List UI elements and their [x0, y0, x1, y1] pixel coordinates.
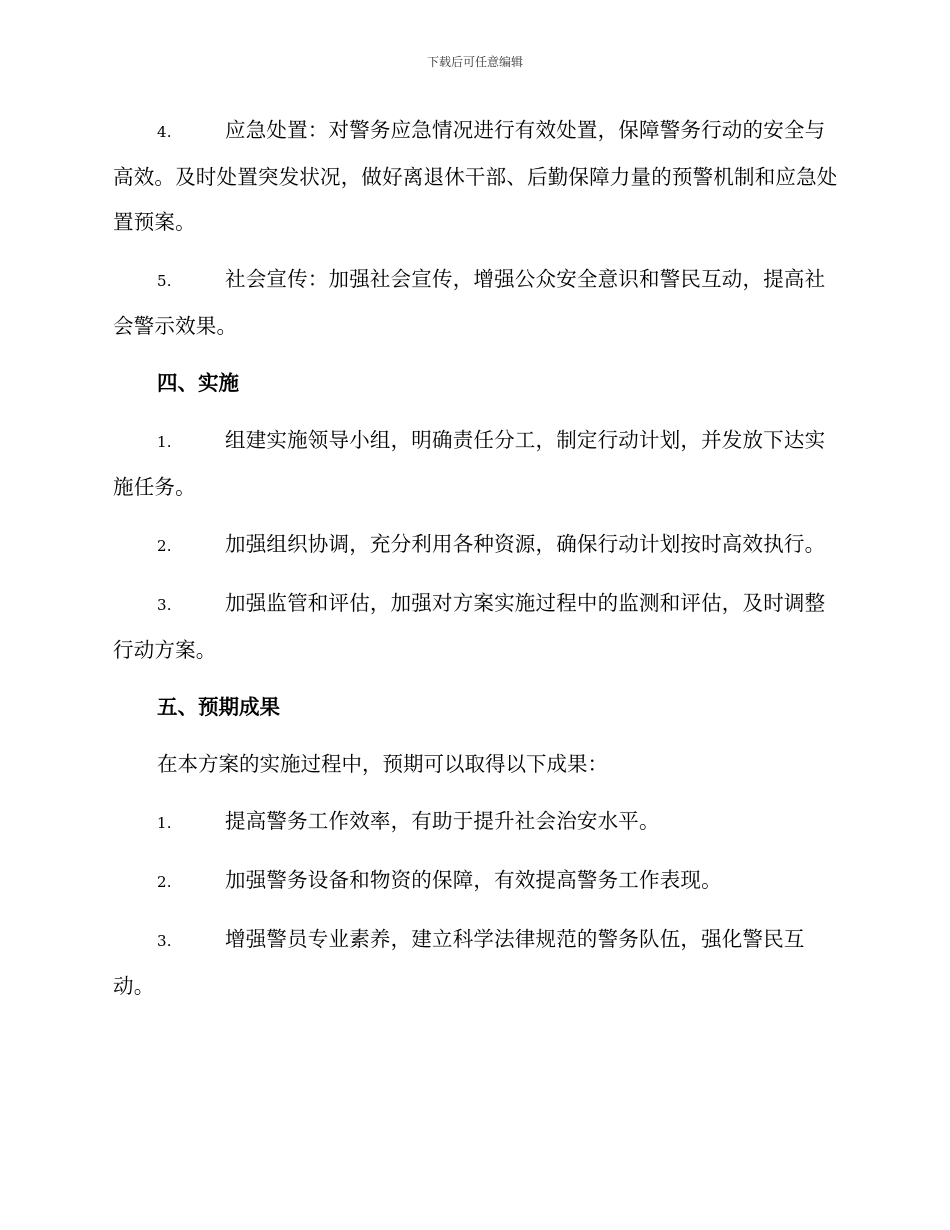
- list-item-number: 5.: [157, 272, 172, 290]
- section-heading-expected-results: 五、预期成果: [157, 695, 280, 719]
- list-item-text: 增强警员专业素养，建立科学法律规范的警务队伍，强化警民互动。: [113, 927, 805, 998]
- list-item-text: 组建实施领导小组，明确责任分工，制定行动计划，并发放下达实施任务。: [113, 428, 826, 499]
- list-item-number: 3.: [157, 932, 172, 950]
- list-item-number: 4.: [157, 123, 172, 141]
- list-item-text: 社会宣传：加强社会宣传，增强公众安全意识和警民互动，提高社会警示效果。: [113, 267, 826, 338]
- page-header: 下载后可任意编辑: [426, 55, 523, 69]
- list-item-number: 1.: [157, 814, 172, 832]
- list-item-text: 加强警务设备和物资的保障，有效提高警务工作表现。: [225, 868, 722, 892]
- list-item: [113, 257, 838, 349]
- list-item: [113, 418, 838, 510]
- list-item: [113, 799, 838, 846]
- list-item-number: 2.: [157, 873, 172, 891]
- list-item: [113, 858, 838, 905]
- list-item-text: 应急处置：对警务应急情况进行有效处置，保障警务行动的安全与高效。及时处置突发状况，做好离退休干部、后勤保障力量的预警机制和应急处置预案。: [113, 118, 838, 234]
- list-item: [113, 581, 838, 673]
- list-item: [113, 917, 838, 1009]
- list-item-number: 3.: [157, 596, 172, 614]
- list-item-text: 加强组织协调，充分利用各种资源，确保行动计划按时高效执行。: [225, 532, 826, 556]
- list-item: [113, 108, 838, 245]
- list-item-number: 2.: [157, 537, 172, 555]
- list-item: [113, 522, 838, 569]
- section-intro: 在本方案的实施过程中，预期可以取得以下成果：: [157, 752, 608, 776]
- list-item-number: 1.: [157, 433, 172, 451]
- list-item-text: 提高警务工作效率，有助于提升社会治安水平。: [225, 809, 660, 833]
- document-body: [113, 108, 838, 1021]
- section-heading-implementation: 四、实施: [157, 371, 239, 395]
- list-item-text: 加强监管和评估，加强对方案实施过程中的监测和评估，及时调整行动方案。: [113, 591, 826, 662]
